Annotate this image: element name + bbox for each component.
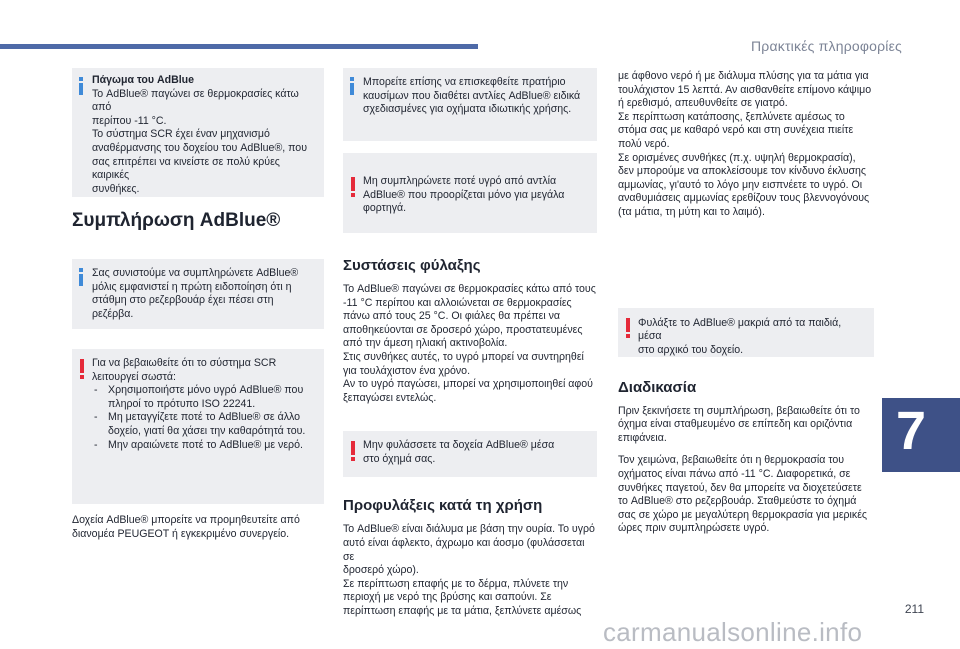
paragraph-line: Σε ορισμένες συνθήκες (π.χ. υψηλή θερμοκρασία),: [618, 151, 856, 164]
truck-warning-line: AdBlue® που προορίζεται μόνο για μεγάλα: [363, 188, 565, 201]
truck-warning-line: φορτηγά.: [363, 202, 407, 215]
paragraph-line: ξεπαγώσει εντελώς.: [343, 391, 437, 404]
paragraph-line: Τον χειμώνα, βεβαιωθείτε ότι η θερμοκρασία του: [618, 454, 845, 467]
paragraph-line: αναθυμιάσεις αμμωνίας ερεθίζουν τους βλεννογόνους: [618, 192, 870, 205]
scr-warning-intro: λειτουργεί σωστά:: [92, 370, 176, 383]
freeze-box-line: περίπου -11 °C.: [92, 114, 167, 127]
station-info-line: καυσίμων που διαθέτει αντλίες AdBlue® ειδικά: [363, 89, 581, 102]
station-info-box: [343, 68, 597, 141]
freeze-info-box: [72, 68, 324, 197]
paragraph-line: -11 °C περίπου και αλλοιώνεται σε θερμοκρασίες: [343, 296, 572, 309]
paragraph-line: περίπτωση επαφής με τα μάτια, ξεπλύνετε αμέσως: [343, 604, 582, 617]
warning-icon: [626, 318, 630, 338]
children-warning-line: Φυλάξτε το AdBlue® μακριά από τα παιδιά, μέσα: [638, 316, 842, 343]
paragraph-line: επιφάνεια.: [618, 431, 667, 444]
paragraph-line: ώρες πριν συμπληρώσετε υγρό.: [618, 522, 770, 535]
supplier-paragraph: [72, 514, 324, 541]
paragraph-line: οχήματος είναι πάνω από -11 °C. Διαφορετικά, σε: [618, 467, 851, 480]
paragraph-line: διανομέα PEUGEOT ή εγκεκριμένο συνεργείο.: [72, 527, 290, 540]
storage-warning-line: στο όχημά σας.: [363, 452, 436, 465]
paragraph-line: με άφθονο νερό ή με διάλυμα πλύσης για τα μάτια για: [618, 70, 869, 82]
chapter-tab: [882, 398, 960, 472]
paragraph-line: από την άμεση ηλιακή ακτινοβολία.: [343, 337, 508, 350]
scr-warning-list: [92, 384, 316, 452]
scr-warning-intro: Για να βεβαιωθείτε ότι το σύστημα SCR: [92, 357, 277, 369]
safety-continuation-paragraph: [618, 70, 874, 220]
info-icon: [350, 77, 354, 95]
truck-pump-warning-box: [343, 153, 597, 233]
storage-heading: Συστάσεις φύλαξης: [343, 257, 481, 274]
station-info-line: σχεδιασμένες για οχήματα ιδιωτικής χρήσης.: [363, 103, 572, 116]
paragraph-line: συνθήκες παγετού, δεν θα μπορείτε να διοχετεύσετε: [618, 481, 862, 494]
warning-icon: [80, 359, 84, 379]
storage-paragraph: [343, 283, 597, 405]
list-item-line: - Χρησιμοποιήστε μόνο υγρό AdBlue® που: [108, 384, 304, 397]
top-accent-bar: [0, 44, 478, 49]
paragraph-line: πάνω από τους 25 °C. Οι φιάλες θα πρέπει να: [343, 310, 561, 323]
paragraph-line: Σε περίπτωση κατάποσης, ξεπλύνετε αμέσως το: [618, 110, 845, 123]
truck-warning-line: Μη συμπληρώνετε ποτέ υγρό από αντλία: [363, 175, 557, 187]
paragraph-line: Σε περίπτωση επαφής με το δέρμα, πλύνετε την: [343, 577, 569, 590]
column-2: [343, 68, 597, 619]
chapter-number: 7: [896, 401, 927, 461]
paragraph-line: Δοχεία AdBlue® μπορείτε να προμηθευτείτε από: [72, 514, 300, 526]
paragraph-line: Αν το υγρό παγώσει, μπορεί να χρησιμοποιηθεί αφού: [343, 378, 593, 391]
paragraph-line: αυτό είναι άφλεκτο, άχρωμο και άοσμο (φυλάσσεται σε: [343, 536, 585, 563]
precautions-paragraph: [343, 523, 597, 618]
list-item-line: - Μη μεταγγίζετε ποτέ το AdBlue® σε άλλο: [108, 411, 301, 424]
freeze-box-title: Πάγωμα του AdBlue: [92, 74, 195, 86]
freeze-box-line: σας επιτρέπει να κινείστε σε πολύ κρύες καιρικές: [92, 155, 280, 182]
children-warning-line: στο αρχικό του δοχείο.: [638, 343, 744, 356]
section-header: Πρακτικές πληροφορίες: [750, 38, 902, 54]
station-info-line: Μπορείτε επίσης να επισκεφθείτε πρατήριο: [363, 76, 566, 88]
paragraph-line: αποθηκεύονται σε δροσερό χώρο, προστατευμένες: [343, 323, 583, 336]
warning-icon: [351, 441, 355, 461]
fill-info-box: [72, 259, 324, 329]
fill-info-line: στάθμη στο ρεζερβουάρ έχει πέσει στη ρεζέρβα.: [92, 294, 274, 320]
list-item: [92, 384, 316, 411]
list-item: [92, 411, 316, 438]
paragraph-line: Το AdBlue® παγώνει σε θερμοκρασίες κάτω από τους: [343, 283, 596, 295]
paragraph-line: το AdBlue® στο ρεζερβουάρ. Σταθμεύστε το όχημά: [618, 495, 857, 508]
freeze-box-line: αναθέρμανσης του δοχείου του AdBlue®, που: [92, 141, 307, 154]
watermark-text: carmanualsonline.info: [603, 617, 863, 647]
column-1: [72, 68, 324, 541]
paragraph-line: ή ερεθισμό, απευθυνθείτε σε γιατρό.: [618, 97, 788, 110]
fill-info-line: μόλις εμφανιστεί η πρώτη ειδοποίηση ότι η: [92, 280, 292, 293]
storage-warning-line: Μην φυλάσσετε τα δοχεία AdBlue® μέσα: [363, 439, 555, 452]
info-icon: [79, 77, 83, 95]
paragraph-line: στόμα σας με καθαρό νερό και στη συνέχεια πιείτε: [618, 124, 854, 137]
column-3: [618, 68, 874, 536]
paragraph-line: Στις συνθήκες αυτές, το υγρό μπορεί να συντηρηθεί: [343, 350, 584, 363]
warning-icon: [351, 177, 355, 197]
paragraph-line: δροσερό χώρο).: [343, 564, 419, 577]
info-icon: [79, 268, 83, 286]
precautions-heading: Προφυλάξεις κατά τη χρήση: [343, 497, 543, 515]
procedure-paragraph-1: [618, 405, 874, 446]
freeze-box-line: Το σύστημα SCR έχει έναν μηχανισμό: [92, 128, 270, 141]
paragraph-line: σας σε χώρο με μεγαλύτερη θερμοκρασία για μερικές: [618, 508, 868, 521]
list-item-line: δοχείο, γιατί θα χάσει την καθαρότητά του.: [108, 424, 306, 437]
paragraph-line: τουλάχιστον 15 λεπτά. Αν αισθανθείτε επίμονο κάψιμο: [618, 83, 872, 96]
paragraph-line: (τα μάτια, τη μύτη και το λαιμό).: [618, 205, 765, 218]
procedure-paragraph-2: [618, 454, 874, 536]
paragraph-line: για τουλάχιστον ένα χρόνο.: [343, 364, 471, 377]
procedure-heading: Διαδικασία: [618, 378, 697, 396]
paragraph-line: δεν μπορούμε να αποκλείσουμε τον κίνδυνο έκλυσης: [618, 165, 867, 178]
list-item-line: - Μην αραιώνετε ποτέ το AdBlue® με νερό.: [108, 438, 303, 451]
fill-info-line: Σας συνιστούμε να συμπληρώνετε AdBlue®: [92, 267, 299, 279]
list-item-line: πληροί το πρότυπο ISO 22241.: [108, 397, 256, 410]
fill-heading: Συμπλήρωση AdBlue®: [72, 210, 281, 231]
paragraph-line: όχημα είναι σταθμευμένο σε επίπεδη και οριζόντια: [618, 418, 853, 431]
storage-warning-box: [343, 431, 597, 477]
paragraph-line: Πριν ξεκινήσετε τη συμπλήρωση, βεβαιωθείτε ότι το: [618, 404, 860, 417]
paragraph-line: πολύ νερό.: [618, 137, 670, 150]
page-number: 211: [904, 602, 924, 616]
paragraph-line: Το AdBlue® είναι διάλυμα με βάση την ουρία. Το υγρό: [343, 523, 595, 536]
freeze-box-line: Το AdBlue® παγώνει σε θερμοκρασίες κάτω από: [92, 87, 299, 114]
paragraph-line: αμμωνίας, γι'αυτό το λόγο μην εισπνέετε το υγρό. Οι: [618, 178, 863, 191]
children-warning-box: [618, 308, 874, 357]
scr-warning-box: [72, 349, 324, 504]
freeze-box-line: συνθήκες.: [92, 182, 140, 195]
list-item: [92, 439, 316, 453]
paragraph-line: περιοχή με νερό της βρύσης και σαπούνι. Σε: [343, 591, 552, 604]
